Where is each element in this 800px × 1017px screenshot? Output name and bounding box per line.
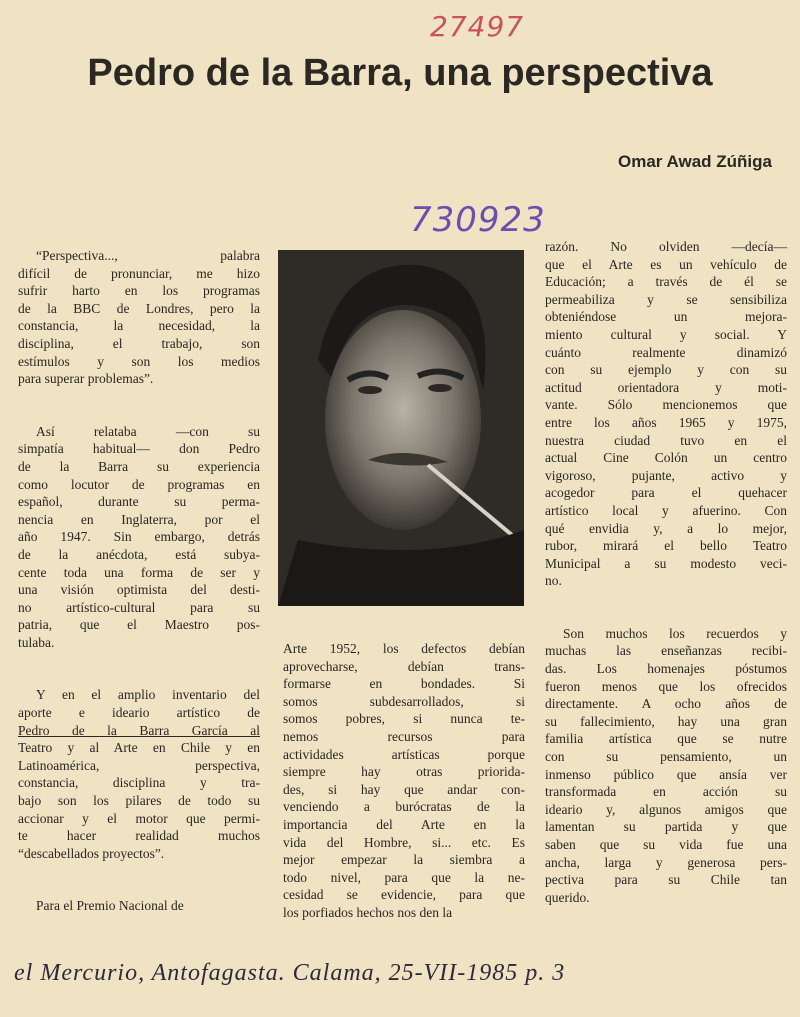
paragraph [18, 247, 260, 388]
text-line: año 1947. Sin embargo, detrás [18, 529, 260, 545]
text-line: Pedro de la Barra García al [18, 722, 260, 738]
text-line: aporte e ideario artístico de [18, 705, 260, 721]
text-line: rubor, mirará el bello Teatro [545, 538, 787, 554]
text-line: transformada en acción su [545, 784, 787, 800]
text-line: sufrir harto en los programas [18, 283, 260, 299]
paragraph [283, 640, 525, 922]
article-column-3 [545, 238, 787, 941]
text-line: formarse en bondades. Si [283, 676, 525, 692]
text-line: “Perspectiva..., palabra [36, 248, 260, 263]
article-column-1 [18, 247, 260, 950]
text-line: cente toda una forma de ser y [18, 564, 260, 580]
source-handwritten-note: el Mercurio, Antofagasta. Calama, 25-VII-1985 p. 3 [14, 960, 566, 986]
text-line: nencia en Inglaterra, por el [18, 511, 260, 527]
archive-number-handwritten: 27497 [430, 10, 525, 43]
text-line: constancia, la necesidad, la [18, 318, 260, 334]
paragraph [18, 686, 260, 862]
text-line: no artístico-cultural para su [18, 599, 260, 615]
text-line: no. [545, 573, 562, 589]
text-line: Para el Premio Nacional de [36, 898, 184, 914]
text-line: directamente. A ocho años de [545, 696, 787, 712]
text-line: acogedor para el quehacer [545, 485, 787, 501]
text-line: estímulos y son los medios [18, 353, 260, 369]
text-line: pectiva para su Chile tan [545, 872, 787, 888]
text-line: como locutor de programas en [18, 476, 260, 492]
text-line: aprovecharse, debían trans- [283, 658, 525, 674]
text-line: de la BBC de Londres, pero la [18, 300, 260, 316]
text-line: familia artística que se nutre [545, 731, 787, 747]
text-line: obteniéndose un mejora- [545, 309, 787, 325]
text-line: venciendo a burócratas de la [283, 799, 525, 815]
text-line: simpatía habitual— don Pedro [18, 441, 260, 457]
catalog-number-handwritten: 730923 [410, 200, 546, 240]
text-line: los porfiados hechos nos den la [283, 904, 453, 920]
text-line: artístico local y afuerino. Con [545, 502, 787, 518]
text-line: entre los años 1965 y 1975, [545, 414, 787, 430]
text-line: Son muchos los recuerdos y [563, 625, 787, 641]
text-line: vida del Hombre, si... etc. Es [283, 834, 525, 850]
text-line: miento cultural y social. Y [545, 326, 787, 342]
portrait-image [278, 250, 524, 606]
text-line: querido. [545, 889, 590, 905]
text-line: Educación; a través de él se [545, 274, 787, 290]
text-line: permeabiliza y se sensibiliza [545, 291, 787, 307]
article-author: Omar Awad Zúñiga [618, 152, 772, 171]
text-line: para superar problemas”. [18, 371, 154, 387]
text-line: mejor empezar la siembra a [283, 852, 525, 868]
text-line: somos subdesarrollados, si [283, 693, 525, 709]
text-line: difícil de pronunciar, me hizo [18, 265, 260, 281]
text-line: importancia del Arte en la [283, 816, 525, 832]
text-line: des, si hay que andar con- [283, 781, 525, 797]
text-line: español, durante su perma- [18, 494, 260, 510]
text-line: qué envidia y, a lo mejor, [545, 520, 787, 536]
text-line: vante. Sólo mencionemos que [545, 397, 787, 413]
text-line: cesidad se evidencie, para que [283, 887, 525, 903]
text-line: Municipal a su modesto veci- [545, 555, 787, 571]
text-line: Arte 1952, los defectos debían [283, 641, 525, 656]
text-line: constancia, disciplina y tra- [18, 775, 260, 791]
text-line: cuánto realmente dinamizó [545, 344, 787, 360]
text-line: te hacer realidad muchos [18, 828, 260, 844]
text-line: siempre hay otras priorida- [283, 764, 525, 780]
text-line: que el Arte es un vehículo de [545, 256, 787, 272]
text-line: ideario y, algunos amigos que [545, 801, 787, 817]
text-line: con su pensamiento, un [545, 749, 787, 765]
text-line: con su ejemplo y con su [545, 362, 787, 378]
text-line: somos pobres, si nunca te- [283, 711, 525, 727]
text-line: accionar y el motor que permi- [18, 810, 260, 826]
text-line: patria, que el Maestro pos- [18, 617, 260, 633]
paragraph [545, 625, 787, 907]
text-line: inmenso público que ansía ver [545, 766, 787, 782]
text-line: actual Cine Colón un centro [545, 450, 787, 466]
text-line: “descabellados proyectos”. [18, 845, 165, 861]
text-line: una visión optimista del desti- [18, 582, 260, 598]
text-line: razón. No olviden —decía— [545, 239, 787, 254]
text-line: Latinoamérica, perspectiva, [18, 757, 260, 773]
text-line: ancha, larga y generosa pers- [545, 854, 787, 870]
paragraph [545, 238, 787, 590]
text-line: Teatro y al Arte en Chile y en [18, 740, 260, 756]
text-line: Así relataba —con su [36, 423, 260, 439]
text-line: tulaba. [18, 634, 55, 650]
text-line: fueron menos que los ofrecidos [545, 678, 787, 694]
text-line: su fallecimiento, hay una gran [545, 713, 787, 729]
text-line: das. Los homenajes póstumos [545, 661, 787, 677]
text-line: actitud orientadora y moti- [545, 379, 787, 395]
text-line: lamentan su partida y que [545, 819, 787, 835]
article-column-2 [283, 640, 525, 957]
text-line: todo nivel, para que la ne- [283, 869, 525, 885]
text-line: muchas las enseñanzas recibi- [545, 643, 787, 659]
paragraph [18, 423, 260, 652]
text-line: vigoroso, pujante, activo y [545, 467, 787, 483]
text-line: saben que su vida fue una [545, 837, 787, 852]
text-line: disciplina, el trabajo, son [18, 335, 260, 351]
text-line: nemos recursos para [283, 728, 525, 744]
text-line: Y en el amplio inventario del [36, 687, 260, 703]
text-line: bajo son los pilares de todo su [18, 793, 260, 809]
text-line: de la anécdota, está subya- [18, 546, 260, 562]
portrait-photo [278, 250, 524, 606]
text-line: actividades artísticas porque [283, 746, 525, 762]
paragraph [18, 897, 260, 915]
article-title: Pedro de la Barra, una perspectiva [87, 52, 713, 94]
text-line: de la Barra su experiencia [18, 458, 260, 474]
text-line: nuestra ciudad tuvo en el [545, 432, 787, 448]
